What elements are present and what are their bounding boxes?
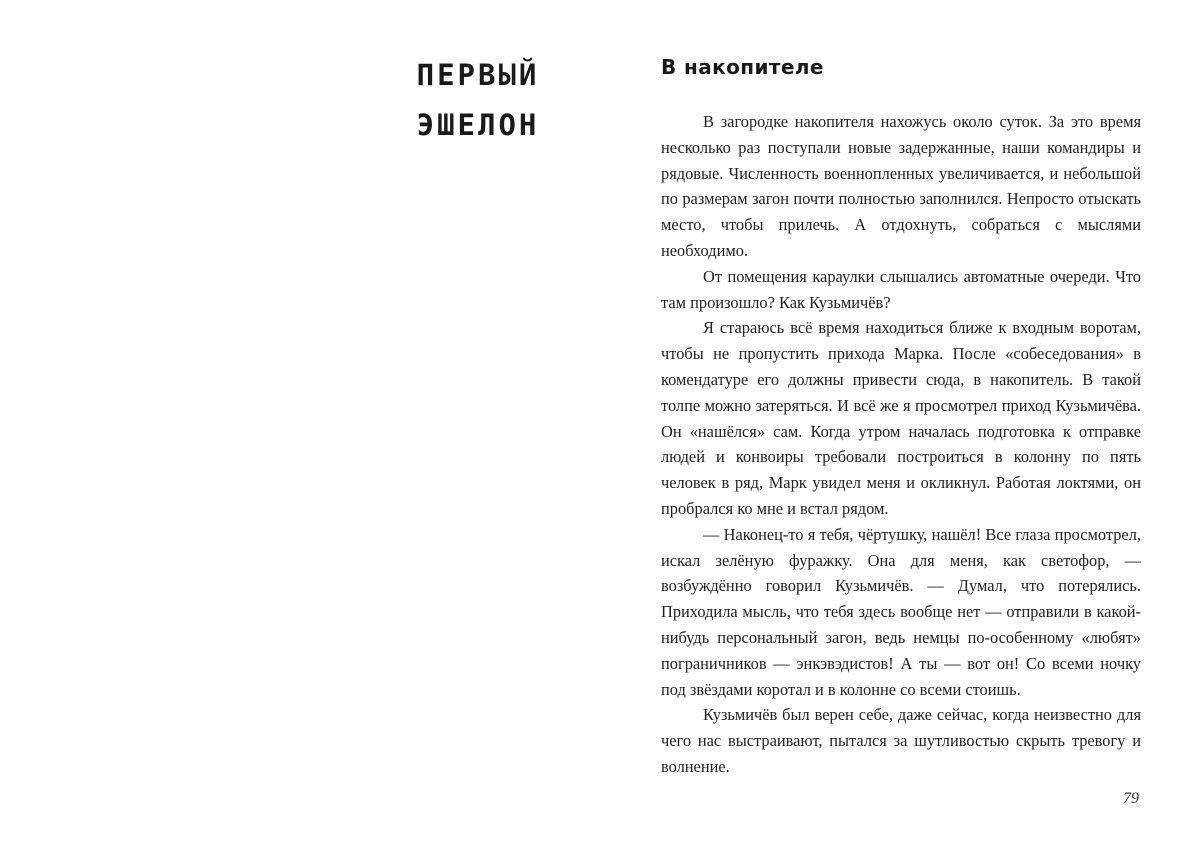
paragraph: Кузьмичёв был верен себе, даже сейчас, когда неизвестно для чего нас выстраивают, пытался за шутливостью скрыть тревогу и волнение. [661, 705, 1141, 776]
paragraph: В загородке накопителя нахожусь около суток. За это время несколько раз поступали новые задержанные, наши командиры и рядовые. Численность военнопленных увеличивается, и небольшой по размерам загон почти полностью заполнился. Непросто отыскать место, чтобы прилечь. А отдохнуть, собраться с мыслями необходимо. [661, 112, 1141, 260]
part-title-line-1: ПЕРВЫЙ [416, 58, 540, 92]
paragraph: — Наконец-то я тебя, чёртушку, нашёл! Все глаза просмотрел, искал зелёную фуражку. Она для меня, как светофор, — возбуждённо говорил Кузьмичёв. — Думал, что потерялись. Приходила мысль, что тебя здесь вообще нет — отправили в какой-нибудь персональный загон, ведь немцы по-особенному «любят» пограничников — энкэвэдистов! А ты — вот он! Со всеми ночку под звёздами коротал и в колонне со всеми стоишь. [661, 524, 1141, 699]
paragraph: Я стараюсь всё время находиться ближе к входным воротам, чтобы не пропустить прихода Марка. После «собеседования» в комендатуре его должны привести сюда, в накопитель. В такой толпе можно затеряться. И всё же я просмотрел приход Кузьмичёва. Он «нашёлся» сам. Когда утром началась подготовка к отправке людей и конвоиры требовали построиться в колонну по пять человек в ряд, Марк увидел меня и окликнул. Работая локтями, он пробрался ко мне и встал рядом. [661, 318, 1141, 518]
right-page [600, 0, 1200, 851]
chapter-title: В накопителе [661, 55, 824, 79]
part-title-line-2: ЭШЕЛОН [416, 108, 540, 142]
part-title [380, 50, 576, 150]
page-number: 79 [1123, 790, 1139, 807]
body-text [661, 109, 1141, 780]
paragraph: От помещения караулки слышались автоматные очереди. Что там произошло? Как Кузьмичёв? [661, 266, 1141, 312]
